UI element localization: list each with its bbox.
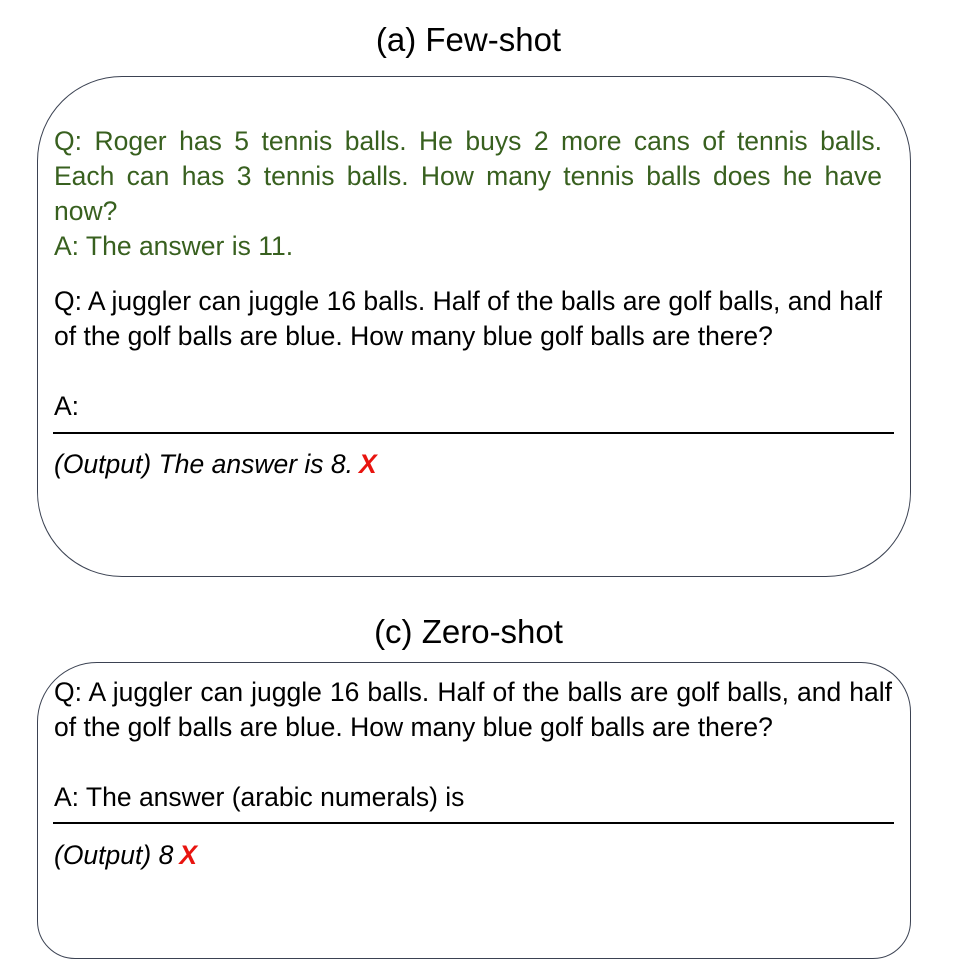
zero-shot-test-question: Q: A juggler can juggle 16 balls. Half of the balls are golf balls, and half of the golf balls are blue. How many blue golf balls are there? — [54, 677, 892, 742]
zero-shot-answer-prompt: A: The answer (arabic numerals) is — [54, 782, 465, 812]
few-shot-output-text: (Output) The answer is 8. — [54, 449, 353, 479]
zero-shot-output-divider — [53, 822, 894, 824]
wrong-mark-icon: X — [179, 840, 197, 870]
few-shot-example-answer: A: The answer is 11. — [54, 231, 294, 261]
zero-shot-output — [54, 838, 197, 873]
few-shot-output-divider — [53, 432, 894, 434]
few-shot-output — [54, 447, 377, 482]
few-shot-example-question: Q: Roger has 5 tennis balls. He buys 2 more cans of tennis balls. Each can has 3 tennis balls. How many tennis balls does he have now? — [54, 126, 882, 226]
few-shot-answer-prompt: A: — [54, 391, 80, 421]
zero-shot-title: (c) Zero-shot — [374, 613, 563, 650]
few-shot-test-question: Q: A juggler can juggle 16 balls. Half of the balls are golf balls, and half of the golf balls are blue. How many blue golf balls are there? — [54, 286, 882, 351]
few-shot-title: (a) Few-shot — [375, 21, 562, 58]
wrong-mark-icon: X — [358, 449, 377, 479]
zero-shot-output-text: (Output) 8 — [54, 840, 174, 870]
